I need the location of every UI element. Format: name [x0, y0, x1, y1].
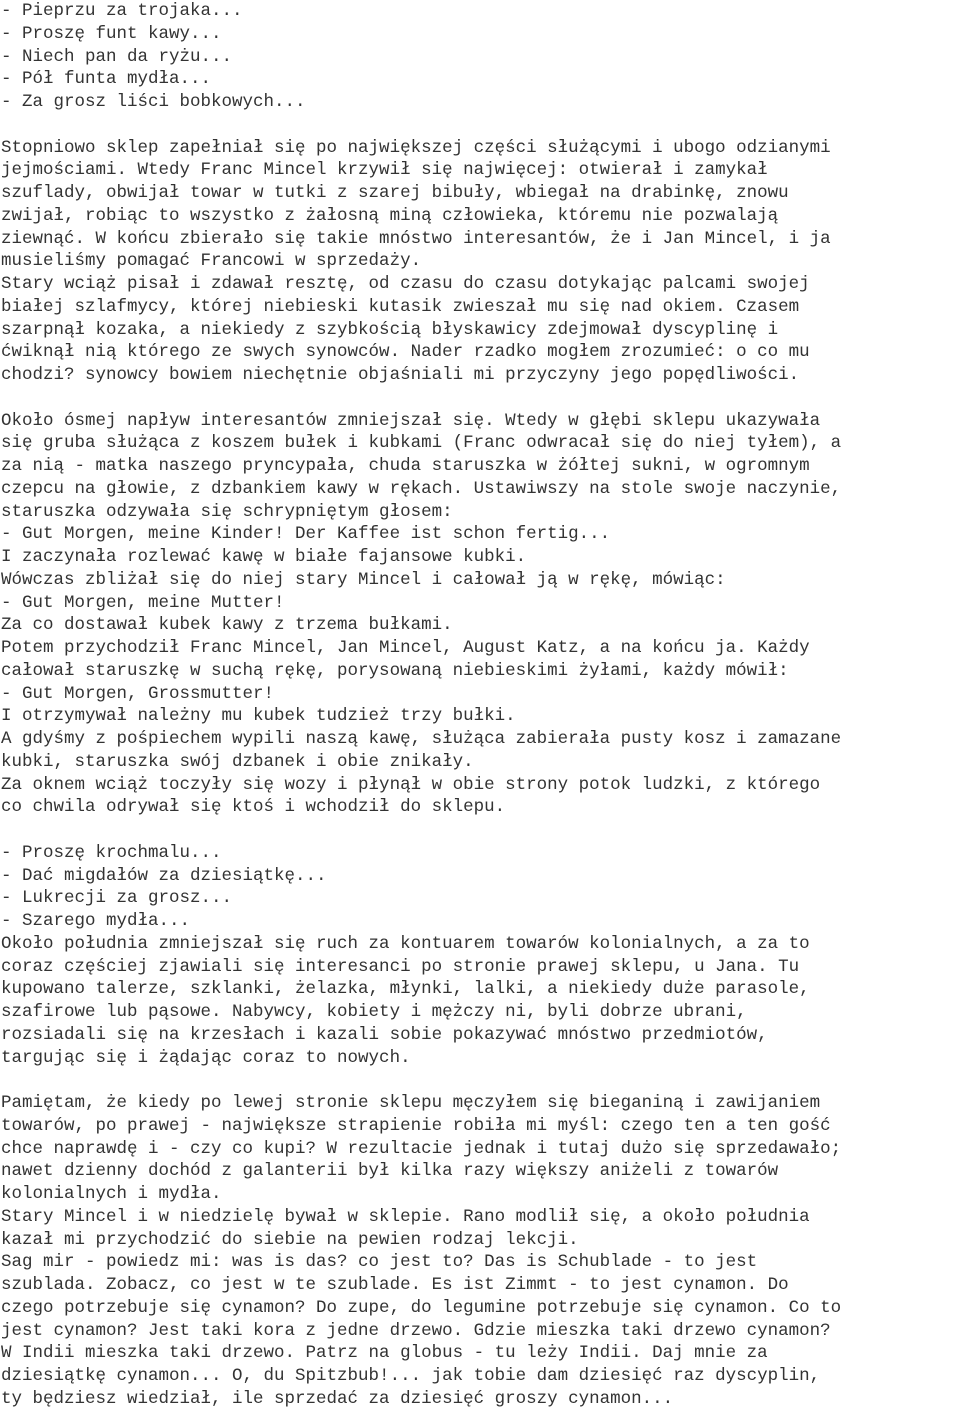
text-line: szublada. Zobacz, co jest w te szublade. Es ist Zimmt - to jest cynamon. Do [1, 1275, 789, 1295]
text-line: Za oknem wciąż toczyły się wozy i płynął w obie strony potok ludzki, z którego [1, 774, 821, 795]
text-line: czepcu na głowie, z dzbankiem kawy w rękach. Ustawiwszy na stole swoje naczynie, [1, 478, 842, 499]
text-line: - Gut Morgen, meine Kinder! Der Kaffee ist schon fertig... [1, 524, 611, 545]
text-line: jest cynamon? Jest taki kora z jedne drzewo. Gdzie mieszka taki drzewo cynamon? [1, 1320, 831, 1341]
text-line: Około ósmej napływ interesantów zmniejszał się. Wtedy w głębi sklepu ukazywała [1, 410, 821, 431]
text-line: - Szarego mydła... [1, 911, 191, 931]
text-line: kupowano talerze, szklanki, żelazka, młynki, lalki, a niekiedy duże parasole, [1, 979, 810, 1000]
text-line: ziewnąć. W końcu zbierało się takie mnóstwo interesantów, że i Jan Mincel, i ja [1, 228, 831, 249]
text-line: zwijał, robiąc to wszystko z żałosną miną człowieka, któremu nie pozwalają [1, 205, 779, 226]
text-line: kazał mi przychodzić do siebie na pewien rodzaj lekcji. [1, 1229, 579, 1250]
text-line: musieliśmy pomagać Francowi w sprzedaży. [1, 251, 422, 272]
text-line: Wówczas zbliżał się do niej stary Mincel i całował ją w rękę, mówiąc: [1, 569, 726, 590]
text-line: się gruba służąca z koszem bułek i kubkami (Franc odwracał się do niej tyłem), a [1, 433, 842, 454]
text-line: za nią - matka naszego pryncypała, chuda staruszka w żółtej sukni, w ogromnym [1, 456, 810, 476]
text-line: Stary Mincel i w niedzielę bywał w sklepie. Rano modlił się, a około południa [1, 1206, 810, 1227]
text-line: - Za grosz liści bobkowych... [1, 92, 306, 112]
text-line: - Pieprzu za trojaka... [1, 1, 243, 21]
blank-line [1, 114, 960, 137]
text-line: A gdyśmy z pośpiechem wypili naszą kawę, służąca zabierała pusty kosz i zamazane [1, 729, 842, 749]
text-line: - Dać migdałów za dziesiątkę... [1, 865, 327, 886]
text-line: Sag mir - powiedz mi: was is das? co jest to? Das is Schublade - to jest [1, 1252, 758, 1273]
text-line: I otrzymywał należny mu kubek tudzież trzy bułki. [1, 706, 516, 727]
text-line: I zaczynała rozlewać kawę w białe fajansowe kubki. [1, 547, 527, 567]
text-line: targując się i żądając coraz to nowych. [1, 1047, 411, 1068]
blank-line [1, 387, 960, 410]
text-line: - Niech pan da ryżu... [1, 46, 233, 67]
text-line: szafirowe lub pąsowe. Nabywcy, kobiety i mężczy ni, byli dobrze ubrani, [1, 1002, 747, 1022]
text-line: czego potrzebuje się cynamon? Do zupe, do legumine potrzebuje się cynamon. Co to [1, 1297, 842, 1318]
text-line: szuflady, obwijał towar w tutki z szarej bibuły, wbiegał na drabinkę, znowu [1, 183, 789, 203]
text-line: szarpnął kozaka, a niekiedy z szybkością błyskawicy zdejmował dyscyplinę i [1, 319, 779, 340]
text-line: - Lukrecji za grosz... [1, 888, 233, 909]
text-line: coraz częściej zjawiali się interesanci po stronie prawej sklepu, u Jana. Tu [1, 956, 800, 977]
text-line: chodzi? synowcy bowiem niechętnie objaśniali mi przyczyny jego popędliwości. [1, 365, 800, 385]
text-line: ćwiknął nią którego ze swych synowców. Nader rzadko mogłem zrozumieć: o co mu [1, 342, 810, 363]
text-line: ty będziesz wiedział, ile sprzedać za dziesięć groszy cynamon... [1, 1388, 674, 1409]
text-line: - Gut Morgen, Grossmutter! [1, 683, 275, 704]
text-line: całował staruszkę w suchą rękę, porysowaną niebieskimi żyłami, każdy mówił: [1, 660, 789, 681]
text-line: kolonialnych i mydła. [1, 1184, 222, 1204]
text-line: Stary wciąż pisał i zdawał resztę, od czasu do czasu dotykając palcami swojej [1, 274, 810, 294]
blank-line [1, 819, 960, 842]
text-line: co chwila odrywał się ktoś i wchodził do sklepu. [1, 797, 506, 818]
text-line: kubki, staruszka swój dzbanek i obie znikały. [1, 751, 474, 772]
text-line: jejmościami. Wtedy Franc Mincel krzywił się najwięcej: otwierał i zamykał [1, 160, 768, 181]
text-line: towarów, po prawej - największe strapienie robiła mi myśl: czego ten a ten gość [1, 1115, 831, 1136]
text-line: - Proszę krochmalu... [1, 842, 222, 863]
text-line: - Pół funta mydła... [1, 69, 212, 90]
text-line: - Gut Morgen, meine Mutter! [1, 592, 285, 613]
text-line: Za co dostawał kubek kawy z trzema bułkami. [1, 615, 453, 636]
text-line: rozsiadali się na krzesłach i kazali sobie pokazywać mnóstwo przedmiotów, [1, 1024, 768, 1045]
text-line: Około południa zmniejszał się ruch za kontuarem towarów kolonialnych, a za to [1, 933, 810, 954]
blank-line [1, 1069, 960, 1092]
text-line: staruszka odzywała się schrypniętym głosem: [1, 501, 453, 522]
text-line: Stopniowo sklep zapełniał się po największej części służącymi i ubogo odzianymi [1, 137, 831, 158]
text-line: Pamiętam, że kiedy po lewej stronie sklepu męczyłem się bieganiną i zawijaniem [1, 1093, 821, 1113]
text-line: dziesiątkę cynamon... O, du Spitzbub!... jak tobie dam dziesięć raz dyscyplin, [1, 1366, 821, 1386]
text-line: Potem przychodził Franc Mincel, Jan Mincel, August Katz, a na końcu ja. Każdy [1, 638, 810, 658]
text-line: W Indii mieszka taki drzewo. Patrz na globus - tu leży Indii. Daj mnie za [1, 1343, 768, 1364]
text-line: chce naprawdę i - czy co kupi? W rezultacie jednak i tutaj dużo się sprzedawało; [1, 1138, 842, 1159]
text-line: białej szlafmycy, której niebieski kutasik zwieszał mu się nad okiem. Czasem [1, 296, 800, 317]
text-line: nawet dzienny dochód z galanterii był kilka razy większy aniżeli z towarów [1, 1161, 779, 1182]
text-line: - Proszę funt kawy... [1, 23, 222, 44]
